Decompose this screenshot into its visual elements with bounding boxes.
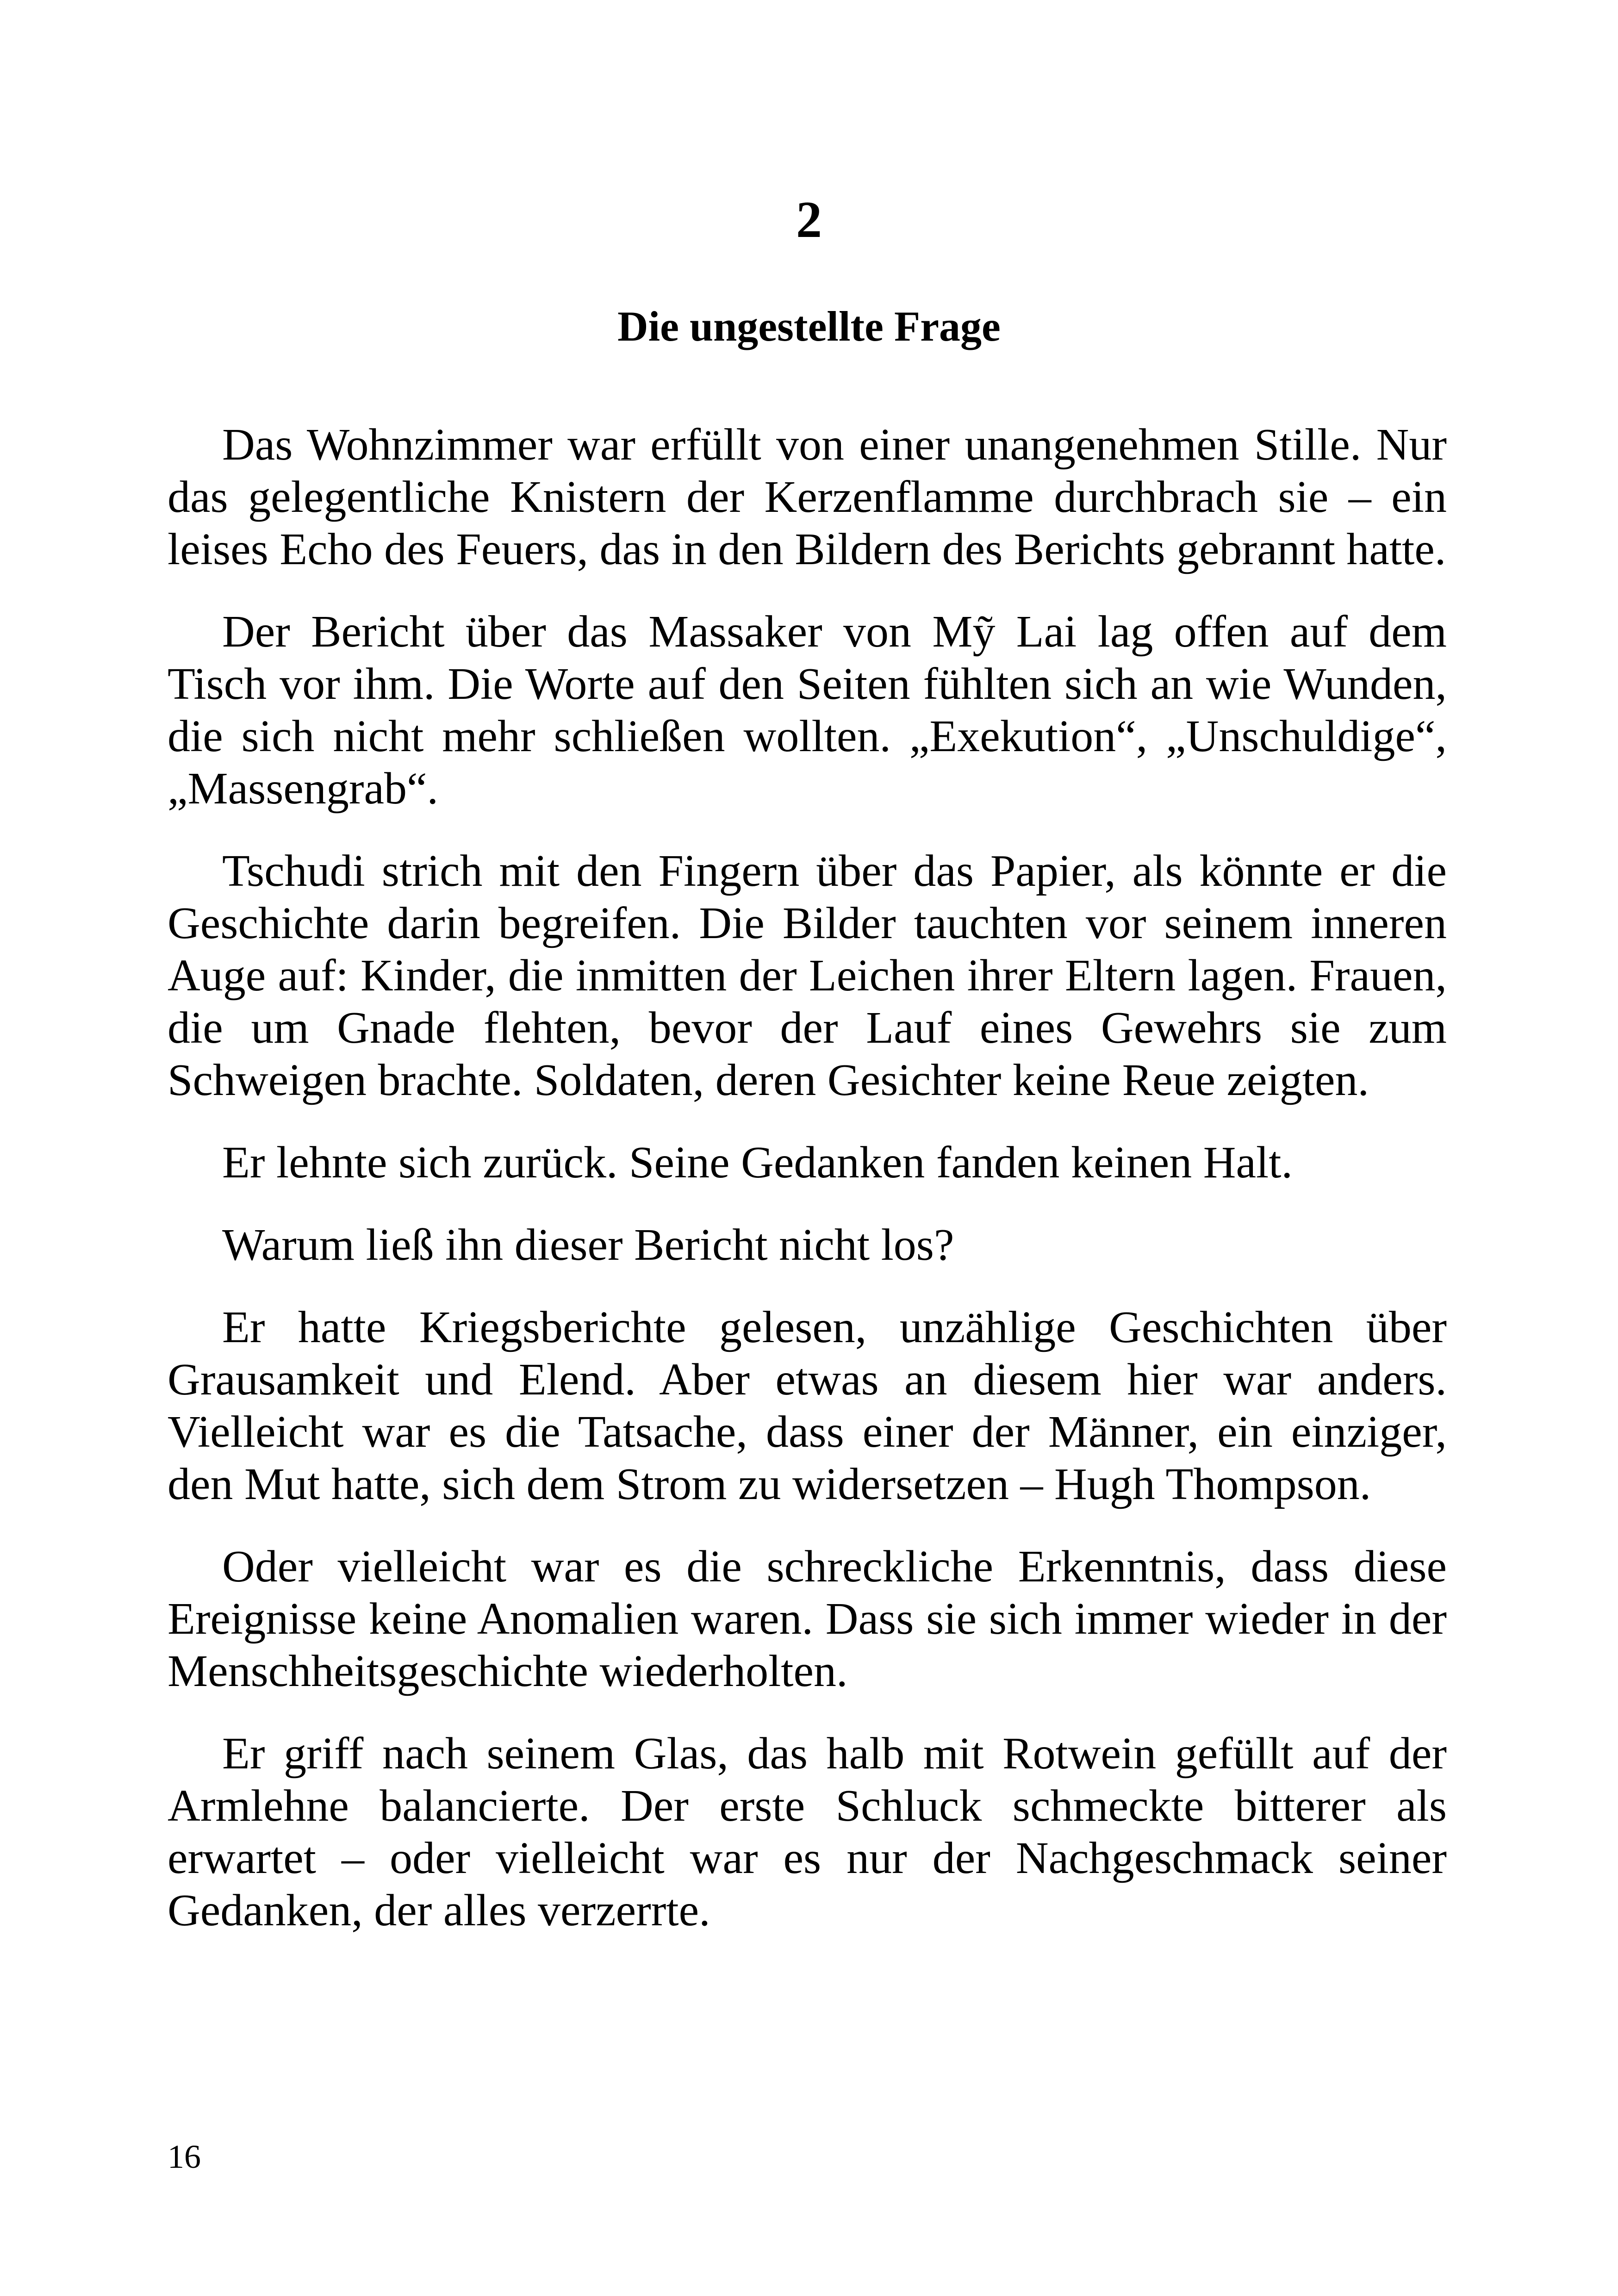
paragraph: Oder vielleicht war es die schreckliche Erkenntnis, dass diese Ereignisse keine Anomalien waren. Dass sie sich immer wieder in der Menschheitsgeschichte wiederholten. [168,1542,1447,1696]
chapter-title: Die ungestellte Frage [617,303,1001,350]
paragraph: Das Wohnzimmer war erfüllt von einer unangenehmen Stille. Nur das gelegentliche Knistern der Kerzenflamme durchbrach sie – ein leises Echo des Feuers, das in den Bildern des Berichts gebrannt hatte. [168,420,1447,574]
paragraph: Warum ließ ihn dieser Bericht nicht los? [222,1220,954,1270]
paragraph: Der Bericht über das Massaker von Mỹ Lai lag offen auf dem Tisch vor ihm. Die Worte auf den Seiten fühlten sich an wie Wunden, die sich nicht mehr schließen wollten. „Exekution“, „Unschuldige“, „Massengrab“. [168,607,1447,814]
page-number: 16 [168,2138,201,2175]
chapter-number: 2 [796,191,822,249]
paragraph: Tschudi strich mit den Fingern über das Papier, als könnte er die Geschichte darin begreifen. Die Bilder tauchten vor seinem inneren Auge auf: Kinder, die inmitten der Leichen ihrer Eltern lagen. Frauen, die um Gnade flehten, bevor der Lauf eines Gewehrs sie zum Schweigen brachte. Soldaten, deren Gesichter keine Reue zeigten. [168,846,1447,1105]
chapter-body [168,419,1447,1967]
paragraph: Er griff nach seinem Glas, das halb mit Rotwein gefüllt auf der Armlehne balancierte. Der erste Schluck schmeckte bitterer als erwartet – oder vielleicht war es nur der Nachgeschmack seiner Gedanken, der alles verzerrte. [168,1729,1447,1935]
paragraph: Er hatte Kriegsberichte gelesen, unzählige Geschichten über Grausamkeit und Elend. Aber etwas an diesem hier war anders. Vielleicht war es die Tatsache, dass einer der Männer, ein einziger, den Mut hatte, sich dem Strom zu widersetzen – Hugh Thompson. [168,1302,1447,1509]
paragraph: Er lehnte sich zurück. Seine Gedanken fanden keinen Halt. [222,1138,1293,1188]
